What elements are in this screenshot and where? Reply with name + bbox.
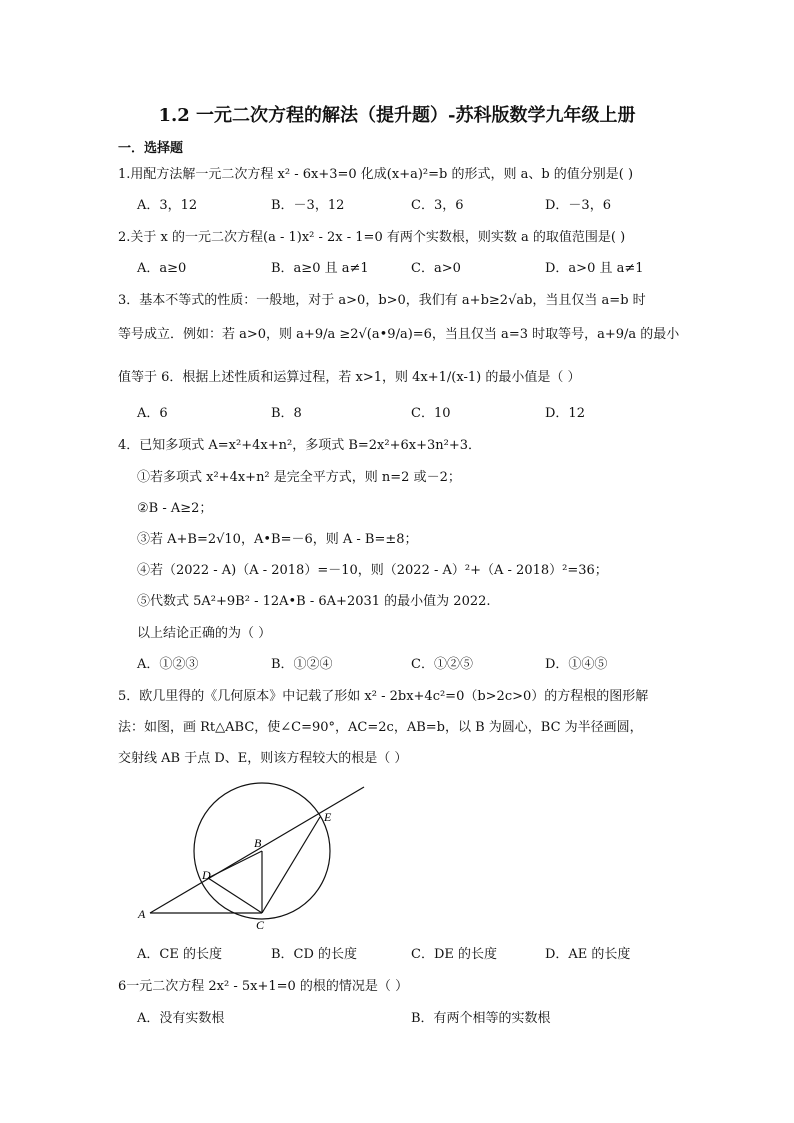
q3-option-a[interactable]: A．6	[137, 406, 168, 421]
q6-option-a[interactable]: A．没有实数根	[137, 1011, 225, 1026]
q4-statement-2: ②B - A≥2；	[137, 501, 213, 516]
label-d: D	[202, 868, 211, 882]
label-e: E	[324, 810, 332, 824]
ray-ab	[150, 787, 364, 913]
q4-option-d[interactable]: D．①④⑤	[545, 657, 608, 672]
q4-option-a[interactable]: A．①②③	[137, 657, 199, 672]
label-a: A	[138, 907, 146, 921]
section-heading: 一．选择题	[118, 141, 184, 156]
q1-stem: 1.用配方法解一元二次方程 x² - 6x+3=0 化成(x+a)²=b 的形式，则 a、b 的值分别是( )	[118, 167, 634, 182]
q2-option-d[interactable]: D．a>0 且 a≠1	[545, 261, 644, 276]
q2-option-a[interactable]: A．a≥0	[137, 261, 187, 276]
q3-option-c[interactable]: C．10	[411, 406, 451, 421]
q5-stem-line-3: 交射线 AB 于点 D、E，则该方程较大的根是（ ）	[118, 751, 408, 766]
q4-statement-5: ⑤代数式 5A²+9B² - 12A•B - 6A+2031 的最小值为 2022.	[137, 594, 491, 609]
q4-prompt: 以上结论正确的为（ ）	[137, 626, 272, 641]
q4-option-c[interactable]: C．①②⑤	[411, 657, 473, 672]
q2-option-c[interactable]: C．a>0	[411, 261, 461, 276]
page-title: 1.2 一元二次方程的解法（提升题）-苏科版数学九年级上册	[158, 105, 636, 126]
q3-option-d[interactable]: D．12	[545, 406, 585, 421]
q4-statement-4: ④若（2022 - A)（A - 2018）=－10，则（2022 - A）²+（A - 2018）²=36；	[137, 563, 608, 578]
segment-bd	[208, 851, 262, 878]
q3-stem-line-1: 3．基本不等式的性质：一般地，对于 a>0，b>0，我们有 a+b≥2√ab，当且仅当 a=b 时	[118, 293, 646, 308]
q5-option-b[interactable]: B．CD 的长度	[271, 947, 358, 962]
q2-option-b[interactable]: B．a≥0 且 a≠1	[271, 261, 369, 276]
q2-stem: 2.关于 x 的一元二次方程(a - 1)x² - 2x - 1=0 有两个实数根，则实数 a 的取值范围是( )	[118, 230, 626, 245]
q3-option-b[interactable]: B．8	[271, 406, 302, 421]
q6-option-b[interactable]: B．有两个相等的实数根	[411, 1011, 551, 1026]
q5-stem-line-2: 法：如图，画 Rt△ABC，使∠C=90°，AC=2c，AB=b，以 B 为圆心，BC 为半径画圆，	[118, 720, 643, 735]
q6-stem: 6一元二次方程 2x² - 5x+1=0 的根的情况是（ ）	[118, 979, 409, 994]
q1-option-d[interactable]: D．－3，6	[545, 198, 611, 213]
q5-option-c[interactable]: C．DE 的长度	[411, 947, 497, 962]
q3-stem-line-2: 等号成立．例如：若 a>0，则 a+9/a ≥2√(a•9/a)=6，当且仅当 a=3 时取等号，a+9/a 的最小	[118, 327, 680, 342]
q1-option-c[interactable]: C．3，6	[411, 198, 464, 213]
q3-stem-line-3: 值等于 6．根据上述性质和运算过程，若 x>1，则 4x+1/(x-1) 的最小值是（ ）	[118, 370, 581, 385]
q4-statement-3: ③若 A+B=2√10，A•B=－6，则 A - B=±8；	[137, 532, 418, 547]
segment-dc	[208, 878, 262, 913]
geometry-figure	[130, 775, 380, 940]
q1-option-a[interactable]: A．3，12	[137, 198, 198, 213]
q4-stem: 4．已知多项式 A=x²+4x+n²，多项式 B=2x²+6x+3n²+3．	[118, 438, 481, 453]
label-b: B	[254, 836, 262, 850]
q4-statement-1: ①若多项式 x²+4x+n² 是完全平方式，则 n=2 或－2；	[137, 470, 461, 485]
q5-stem-line-1: 5．欧几里得的《几何原本》中记载了形如 x² - 2bx+4c²=0（b>2c>0）的方程根的图形解	[118, 689, 649, 704]
q5-option-d[interactable]: D．AE 的长度	[545, 947, 631, 962]
q1-option-b[interactable]: B．－3，12	[271, 198, 345, 213]
q4-option-b[interactable]: B．①②④	[271, 657, 333, 672]
label-c: C	[256, 918, 265, 932]
q5-option-a[interactable]: A．CE 的长度	[137, 947, 222, 962]
